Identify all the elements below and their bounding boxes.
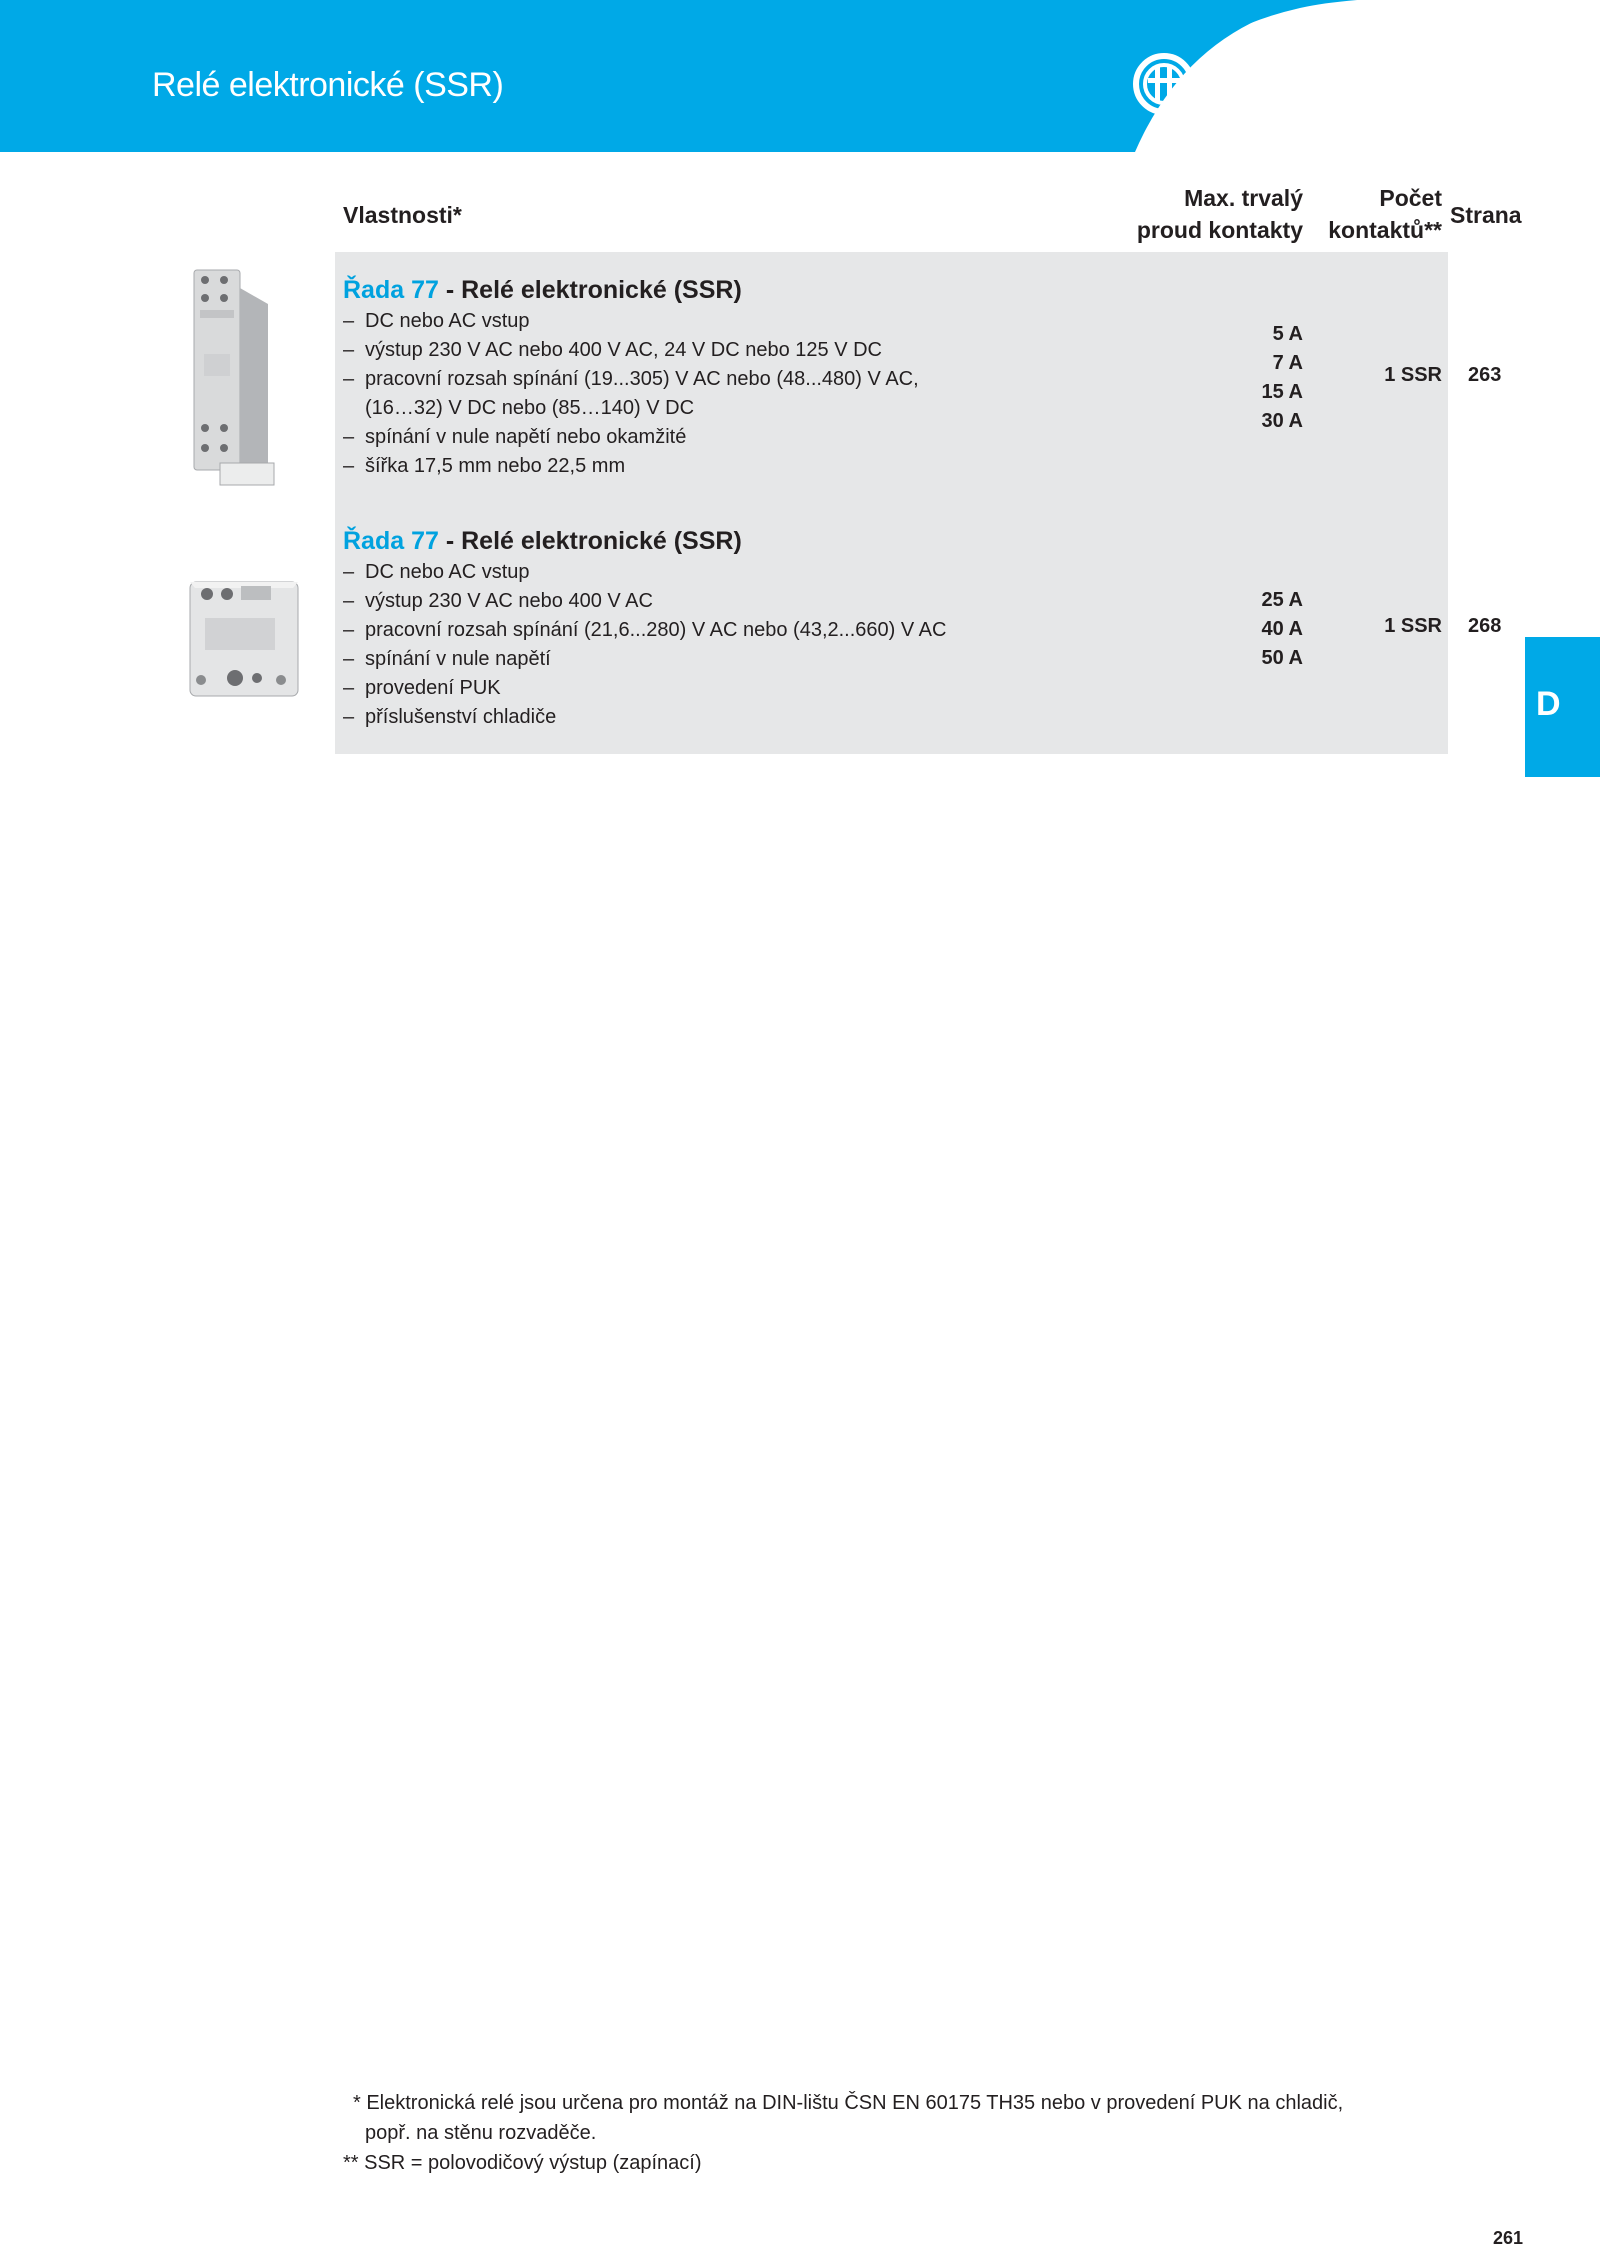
column-header-contacts-line2: kontaktů**: [1328, 217, 1442, 243]
footnote-1-continuation: popř. na stěnu rozvaděče.: [365, 2122, 597, 2144]
feature-item: – šířka 17,5 mm nebo 22,5 mm: [343, 452, 919, 481]
series-block-2: [343, 524, 946, 732]
relay-din-rail-image: [190, 268, 290, 493]
feature-item: – výstup 230 V AC nebo 400 V AC, 24 V DC nebo 125 V DC: [343, 336, 919, 365]
current-value: 7 A: [1272, 352, 1303, 374]
current-value: 40 A: [1261, 618, 1303, 640]
column-header-properties: Vlastnosti*: [343, 202, 462, 228]
current-value: 5 A: [1272, 323, 1303, 345]
section-tab-label: D: [1536, 685, 1561, 723]
page-ref-1: 263: [1468, 364, 1502, 386]
feature-item: – provedení PUK: [343, 674, 946, 703]
column-header-current: [1123, 182, 1303, 246]
series-name-1: - Relé elektronické (SSR): [438, 276, 742, 304]
section-tab[interactable]: [1525, 637, 1600, 777]
feature-item: – pracovní rozsah spínání (19...305) V AC nebo (48...480) V AC,: [343, 365, 919, 394]
feature-item-continuation: (16…32) V DC nebo (85…140) V DC: [365, 397, 695, 419]
feature-item: – výstup 230 V AC nebo 400 V AC: [343, 587, 946, 616]
finder-logo-text: finder: [1192, 58, 1342, 112]
series-block-1: [343, 273, 919, 481]
feature-item: – příslušenství chladiče: [343, 703, 946, 732]
column-header-current-line2: proud kontakty: [1136, 217, 1303, 243]
series-title-2: [343, 524, 946, 558]
column-header-contacts: [1320, 182, 1442, 246]
footnotes: [343, 2088, 1343, 2178]
current-value: 25 A: [1261, 589, 1303, 611]
relay-puk-image: [185, 578, 305, 703]
current-value: 50 A: [1261, 647, 1303, 669]
page-header: [0, 0, 1600, 152]
current-values-1: [1183, 320, 1303, 436]
footnote-1: * Elektronická relé jsou určena pro montáž na DIN-lištu ČSN EN 60175 TH35 nebo v provedení PUK na chladič,: [353, 2092, 1344, 2114]
contacts-count-2: 1 SSR: [1384, 615, 1442, 637]
current-values-2: [1183, 586, 1303, 673]
current-value: 30 A: [1261, 410, 1303, 432]
page-ref-2: 268: [1468, 615, 1502, 637]
column-header-current-line1: Max. trvalý: [1184, 185, 1303, 211]
series-name-2: - Relé elektronické (SSR): [438, 527, 742, 555]
column-header-contacts-line1: Počet: [1379, 185, 1442, 211]
series-label-2: Řada 77: [343, 527, 439, 555]
column-header-page: Strana: [1450, 202, 1522, 228]
current-value: 15 A: [1261, 381, 1303, 403]
series-title-1: [343, 273, 919, 307]
page-title: Relé elektronické (SSR): [152, 66, 504, 104]
feature-item: – pracovní rozsah spínání (21,6...280) V AC nebo (43,2...660) V AC: [343, 616, 946, 645]
feature-item: – spínání v nule napětí: [343, 645, 946, 674]
feature-item: – DC nebo AC vstup: [343, 307, 919, 336]
finder-logo-icon: [1132, 52, 1196, 116]
page-number: 261: [1493, 2228, 1524, 2248]
footnote-2: ** SSR = polovodičový výstup (zapínací): [343, 2152, 702, 2174]
feature-item: – spínání v nule napětí nebo okamžité: [343, 423, 919, 452]
series-label-1: Řada 77: [343, 276, 439, 304]
contacts-count-1: 1 SSR: [1384, 364, 1442, 386]
feature-item: – DC nebo AC vstup: [343, 558, 946, 587]
